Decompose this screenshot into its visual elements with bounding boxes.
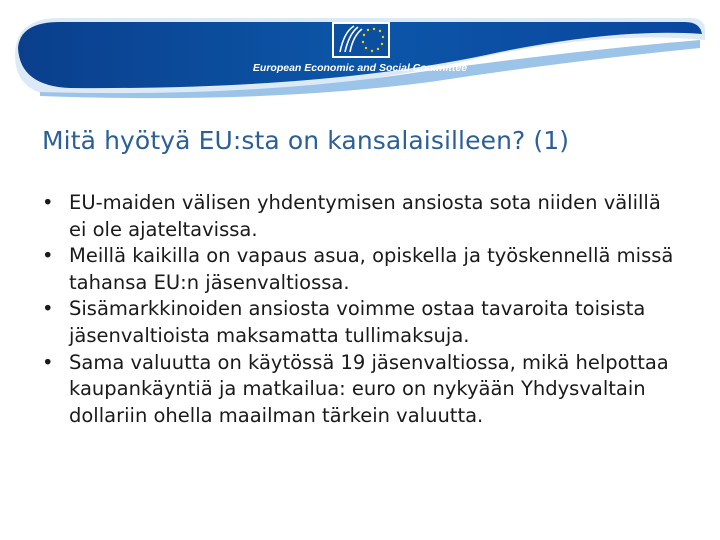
bullet-list [42,190,682,429]
eesc-logo [332,22,390,58]
bullet-item-3 [42,296,682,349]
bullet-marker: • [42,191,54,214]
header-banner [0,0,720,110]
bullet-item-2 [42,243,682,296]
slide-title: Mitä hyötyä EU:sta on kansalaisilleen? (1) [42,126,570,155]
bullet-text: Sama valuutta on käytössä 19 jäsenvaltiossa, mikä helpottaa kaupankäyntiä ja matkailua: euro on nykyään Yhdysvaltain dollariin ohella maailman tärkein valuutta. [69,350,669,427]
organization-name: European Economic and Social Committee [252,62,468,74]
bullet-item-4 [42,350,682,430]
bullet-item-1 [42,190,682,243]
bullet-text: Sisämarkkinoiden ansiosta voimme ostaa tavaroita toisista jäsenvaltioista maksamatta tullimaksuja. [69,297,646,347]
bullet-marker: • [42,350,54,374]
bullet-marker: • [42,244,54,268]
eesc-logo-icon [332,22,390,58]
bullet-marker: • [42,297,54,321]
bullet-text: EU-maiden välisen yhdentymisen ansiosta sota niiden välillä ei ole ajateltavissa. [69,191,661,241]
bullet-text: Meillä kaikilla on vapaus asua, opiskella ja työskennellä missä tahansa EU:n jäsenvaltiossa. [69,244,674,294]
